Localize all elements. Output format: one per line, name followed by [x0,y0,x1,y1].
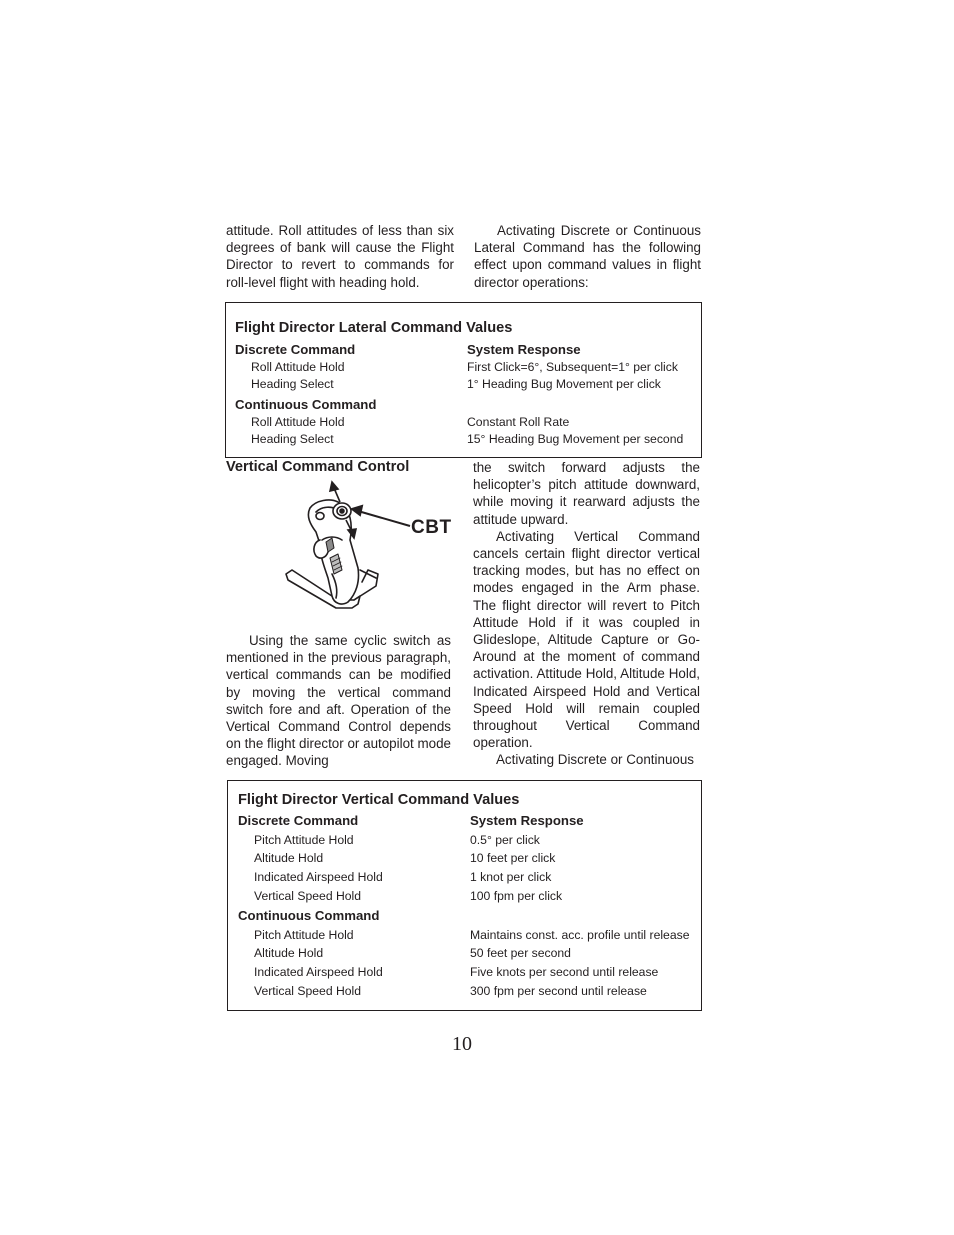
lateral-continuous-header: Continuous Command [235,397,377,412]
lateral-discrete-header: Discrete Command [235,342,356,357]
vertical-continuous-response: 50 feet per second [470,946,571,960]
vertical-right-text-1: the switch forward adjusts the helicopter’s pitch attitude downward, while moving it rearward adjusts the attitude upward. [473,460,700,527]
vertical-continuous-response: Five knots per second until release [470,965,659,979]
lateral-continuous-command: Heading Select [251,432,334,446]
vertical-discrete-header: Discrete Command [238,813,359,828]
intro-right-text: Activating Discrete or Continuous Lateral Command has the following effect upon command values in flight director operations: [474,223,701,290]
lateral-discrete-response: 1° Heading Bug Movement per click [467,377,661,391]
vertical-discrete-response: 1 knot per click [470,870,552,884]
vertical-right-text-3: Activating Discrete or Continuous [496,752,694,768]
vertical-discrete-command: Pitch Attitude Hold [254,833,354,847]
vertical-response-header: System Response [470,813,584,828]
vertical-continuous-response: 300 fpm per second until release [470,984,647,998]
lateral-continuous-response: Constant Roll Rate [467,415,570,429]
vertical-command-table [227,780,702,1011]
intro-left-paragraph [226,222,454,291]
vertical-continuous-response: Maintains const. acc. profile until release [470,928,690,942]
lateral-continuous-command: Roll Attitude Hold [251,415,345,429]
lateral-continuous-response: 15° Heading Bug Movement per second [467,432,684,446]
lateral-table-title: Flight Director Lateral Command Values [235,320,513,336]
vertical-right-column [473,459,700,769]
lateral-response-header: System Response [467,342,581,357]
vertical-discrete-response: 100 fpm per click [470,889,563,903]
vertical-command-heading: Vertical Command Control [226,459,410,475]
vertical-continuous-command: Pitch Attitude Hold [254,928,354,942]
cyclic-grip-illustration [276,478,460,618]
vertical-discrete-command: Altitude Hold [254,851,324,865]
vertical-left-paragraph [226,632,451,770]
lateral-discrete-command: Roll Attitude Hold [251,360,345,374]
vertical-discrete-response: 0.5° per click [470,833,540,847]
vertical-continuous-command: Vertical Speed Hold [254,984,362,998]
page-number: 10 [452,1033,472,1055]
lateral-command-table [225,302,702,458]
lateral-discrete-command: Heading Select [251,377,334,391]
vertical-continuous-command: Altitude Hold [254,946,324,960]
intro-right-paragraph [474,222,701,291]
intro-left-text: attitude. Roll attitudes of less than six degrees of bank will cause the Flight Director to revert to commands for roll-level flight with heading hold. [226,223,454,290]
vertical-right-text-2: Activating Vertical Command cancels certain flight director vertical tracking modes, but has no effect on modes engaged in the Arm phase. The flight director will revert to Pitch Attitude Hold if it was coupled in Glideslope, Altitude Capture or Go-Around at the moment of command activation. Attitude Hold, Altitude Hold, Indicated Airspeed Hold and Vertical Speed Hold will remain coupled throughout Vertical Command operation. [473,528,700,751]
vertical-discrete-response: 10 feet per click [470,851,556,865]
cbt-label: CBT [411,517,452,538]
lateral-discrete-response: First Click=6°, Subsequent=1° per click [467,360,678,374]
vertical-left-text: Using the same cyclic switch as mentioned in the previous paragraph, vertical commands can be modified by moving the vertical command switch fore and aft. Operation of the Vertical Command Control depends on the flight director or autopilot mode engaged. Moving [226,633,451,769]
vertical-discrete-command: Vertical Speed Hold [254,889,362,903]
vertical-discrete-command: Indicated Airspeed Hold [254,870,383,884]
vertical-continuous-command: Indicated Airspeed Hold [254,965,383,979]
vertical-continuous-header: Continuous Command [238,908,380,923]
vertical-table-title: Flight Director Vertical Command Values [238,792,520,808]
